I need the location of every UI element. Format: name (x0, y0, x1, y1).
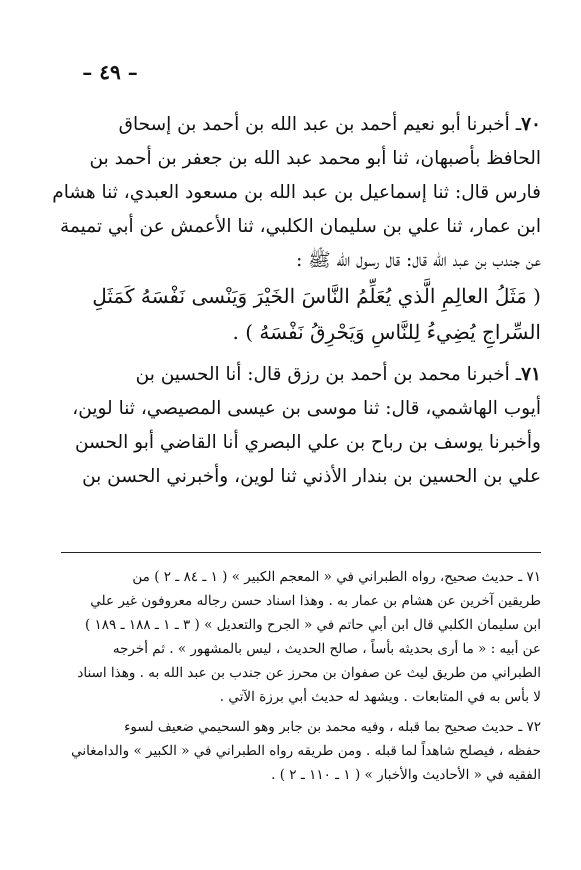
footnotes (41, 565, 541, 787)
footnote-divider (61, 552, 541, 553)
hadith-71-line-3: وأخبرنا يوسف بن رباح بن علي البصري أنا القاضي أبو الحسن (74, 432, 541, 453)
hadith-70-quote-line-1: ( مَثَلُ العالِمِ الَّذي يُعَلِّمُ النَّاسَ الخَيْرَ وَيَنْسى نَفْسَهُ كَمَثَلِ (92, 284, 541, 308)
hadith-70-quote-line-2: السِّراجِ يُضِيءُ لِلنَّاسِ وَيَحْرِقُ نَفْسَهُ ) . (232, 320, 541, 344)
footnote-71-line-3: ابن سليمان الكلبي قال ابن أبي حاتم في « الجرح والتعديل » ( ٣ ـ ١ ـ ١٨٨ ـ ١٨٩ ) (84, 617, 541, 633)
footnote-72-line-2: حفظه ، فيصلح شاهداً لما قبله . ومن طريقه رواه الطبراني في « الكبير » والدامغاني (71, 743, 541, 759)
page-number: – ٤٩ – (82, 60, 138, 84)
footnote-71-line-4: عن أبيه : « ما أرى بحديثه بأساً ، صالح الحديث ، ليس بالمشهور » . ثم أخرجه (112, 641, 541, 657)
hadith-70-line-4: ابن عمار، ثنا علي بن سليمان الكلبي، ثنا الأعمش عن أبي تميمة (60, 216, 541, 237)
footnote-72-line-3: الفقيه في « الأحاديث والأخبار » ( ١ ـ ١١٠ ـ ٢ ) . (271, 767, 541, 783)
footnote-71-line-6: لا بأس به في المتابعات . ويشهد له حديث أبي برزة الآتي . (219, 689, 541, 705)
main-text (41, 108, 541, 494)
footnote-71-line-1: ٧١ ـ حديث صحيح، رواه الطبراني في « المعجم الكبير » ( ١ ـ ٨٤ ـ ٢ ) من (132, 569, 541, 585)
hadith-70-line-5: عن جندب بن عبد الله قال: قال رسول الله ﷺ : (296, 250, 541, 271)
hadith-70-line-2: الحافظ بأصبهان، ثنا أبو محمد عبد الله بن جعفر بن أحمد بن (89, 148, 541, 169)
hadith-70-line-3: فارس قال: ثنا إسماعيل بن عبد الله بن مسعود العبدي، ثنا هشام (52, 182, 541, 203)
hadith-71-line-2: أيوب الهاشمي، قال: ثنا موسى بن عيسى المصيصي، ثنا لوين، (72, 398, 541, 419)
hadith-70-number: ٧٠ (521, 114, 541, 135)
hadith-70-line-1 (41, 108, 541, 142)
hadith-71-line-1 (41, 358, 541, 392)
hadith-71-line-1-text: ـ أخبرنا محمد بن أحمد بن رزق قال: أنا الحسين بن (135, 364, 522, 385)
hadith-71-number: ٧١ (521, 364, 541, 385)
hadith-70-line-1-text: ـ أخبرنا أبو نعيم أحمد بن عبد الله بن أحمد بن إسحاق (118, 114, 522, 135)
hadith-71-line-4: علي بن الحسين بن بندار الأذني ثنا لوين، وأخبرني الحسن بن (82, 466, 541, 487)
footnote-71-line-2: طريقين آخرين عن هشام بن عمار به . وهذا اسناد حسن رجاله معروفون غير علي (90, 593, 541, 609)
footnote-71-line-5: الطبراني من طريق ليث عن صفوان بن محرز عن جندب بن عبد الله به . وهذا اسناد (77, 665, 541, 681)
footnote-72-line-1: ٧٢ ـ حديث صحيح بما قبله ، وفيه محمد بن جابر وهو السحيمي ضعيف لسوء (124, 719, 541, 735)
